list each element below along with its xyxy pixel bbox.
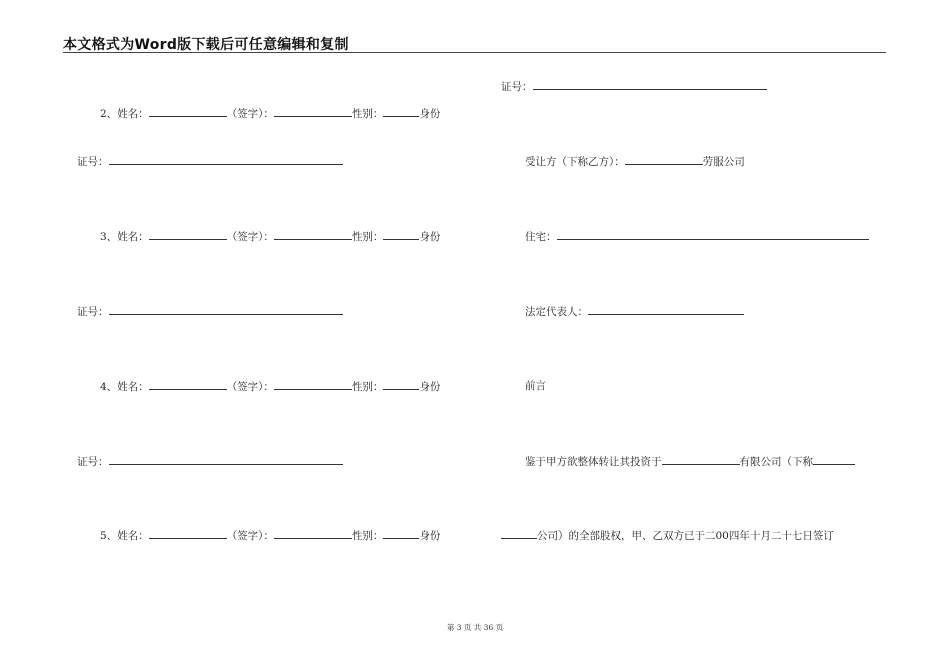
row-number: 2、 (100, 108, 118, 120)
row-number: 3、 (100, 231, 118, 243)
signature-blank[interactable] (274, 379, 352, 390)
id-number-label: 证号： (501, 81, 533, 93)
id-number-blank[interactable] (109, 454, 343, 465)
name-label: 姓名： (117, 381, 149, 393)
gender-blank[interactable] (383, 528, 419, 539)
signer-row-2 (100, 106, 440, 121)
paragraph-text-cont: 公司）的全部股权，甲、乙双方已于二00四年十月二十七日签订 (537, 530, 834, 542)
signer-row-5 (100, 528, 440, 543)
id-label-start: 身份 (419, 108, 441, 120)
id-number-row-a (77, 154, 343, 169)
transferee-suffix: 劳服公司 (702, 156, 745, 168)
name-blank[interactable] (149, 528, 227, 539)
preface-paragraph-line-2 (501, 528, 834, 543)
transferee-blank[interactable] (625, 154, 703, 165)
id-number-label: 证号： (77, 456, 109, 468)
name-label: 姓名： (117, 231, 149, 243)
id-number-row-b (77, 304, 343, 319)
signature-label: （签字）： (226, 381, 274, 393)
id-number-blank[interactable] (109, 154, 343, 165)
id-label-start: 身份 (419, 231, 441, 243)
id-number-blank[interactable] (109, 304, 343, 315)
header-rule (63, 52, 886, 53)
short-name-blank-cont[interactable] (501, 528, 537, 539)
row-number: 4、 (100, 381, 118, 393)
name-blank[interactable] (149, 379, 227, 390)
gender-label: 性别： (351, 530, 384, 542)
paragraph-text-mid: 有限公司（下称 (739, 456, 813, 468)
gender-blank[interactable] (383, 229, 419, 240)
preface-paragraph-line-1 (525, 454, 855, 469)
id-number-row-c (77, 454, 343, 469)
preface-heading: 前言 (525, 380, 546, 392)
page-footer: 第 3 页 共 36 页 (446, 623, 504, 632)
name-blank[interactable] (149, 229, 227, 240)
paragraph-text-start: 鉴于甲方欲整体转让其投资于 (525, 456, 662, 468)
name-label: 姓名： (117, 108, 149, 120)
signature-label: （签字）： (226, 530, 274, 542)
address-blank[interactable] (557, 229, 869, 240)
name-blank[interactable] (149, 106, 227, 117)
page-header-title: 本文格式为Word版下载后可任意编辑和复制 (63, 37, 349, 53)
address-line (525, 229, 869, 244)
id-label-start: 身份 (419, 381, 441, 393)
address-label: 住宅： (525, 231, 557, 243)
signature-blank[interactable] (274, 528, 352, 539)
id-number-label: 证号： (77, 156, 109, 168)
name-label: 姓名： (117, 530, 149, 542)
gender-blank[interactable] (383, 379, 419, 390)
signature-blank[interactable] (274, 229, 352, 240)
id-label-start: 身份 (419, 530, 441, 542)
signer-row-3 (100, 229, 440, 244)
company-name-blank[interactable] (662, 454, 740, 465)
id-number-continuation (501, 79, 767, 94)
legal-representative-blank[interactable] (588, 304, 744, 315)
signature-label: （签字）： (226, 108, 274, 120)
legal-representative-line (525, 304, 744, 319)
gender-label: 性别： (351, 381, 384, 393)
signer-row-4 (100, 379, 440, 394)
id-number-label: 证号： (77, 306, 109, 318)
row-number: 5、 (100, 530, 118, 542)
gender-label: 性别： (351, 108, 384, 120)
legal-representative-label: 法定代表人： (525, 306, 588, 318)
transferee-label: 受让方（下称乙方）： (525, 156, 625, 168)
transferee-line (525, 154, 745, 169)
gender-blank[interactable] (383, 106, 419, 117)
signature-label: （签字）： (226, 231, 274, 243)
gender-label: 性别： (351, 231, 384, 243)
signature-blank[interactable] (274, 106, 352, 117)
short-name-blank[interactable] (813, 454, 855, 465)
id-number-blank[interactable] (533, 79, 767, 90)
preface-heading-line (525, 379, 546, 393)
